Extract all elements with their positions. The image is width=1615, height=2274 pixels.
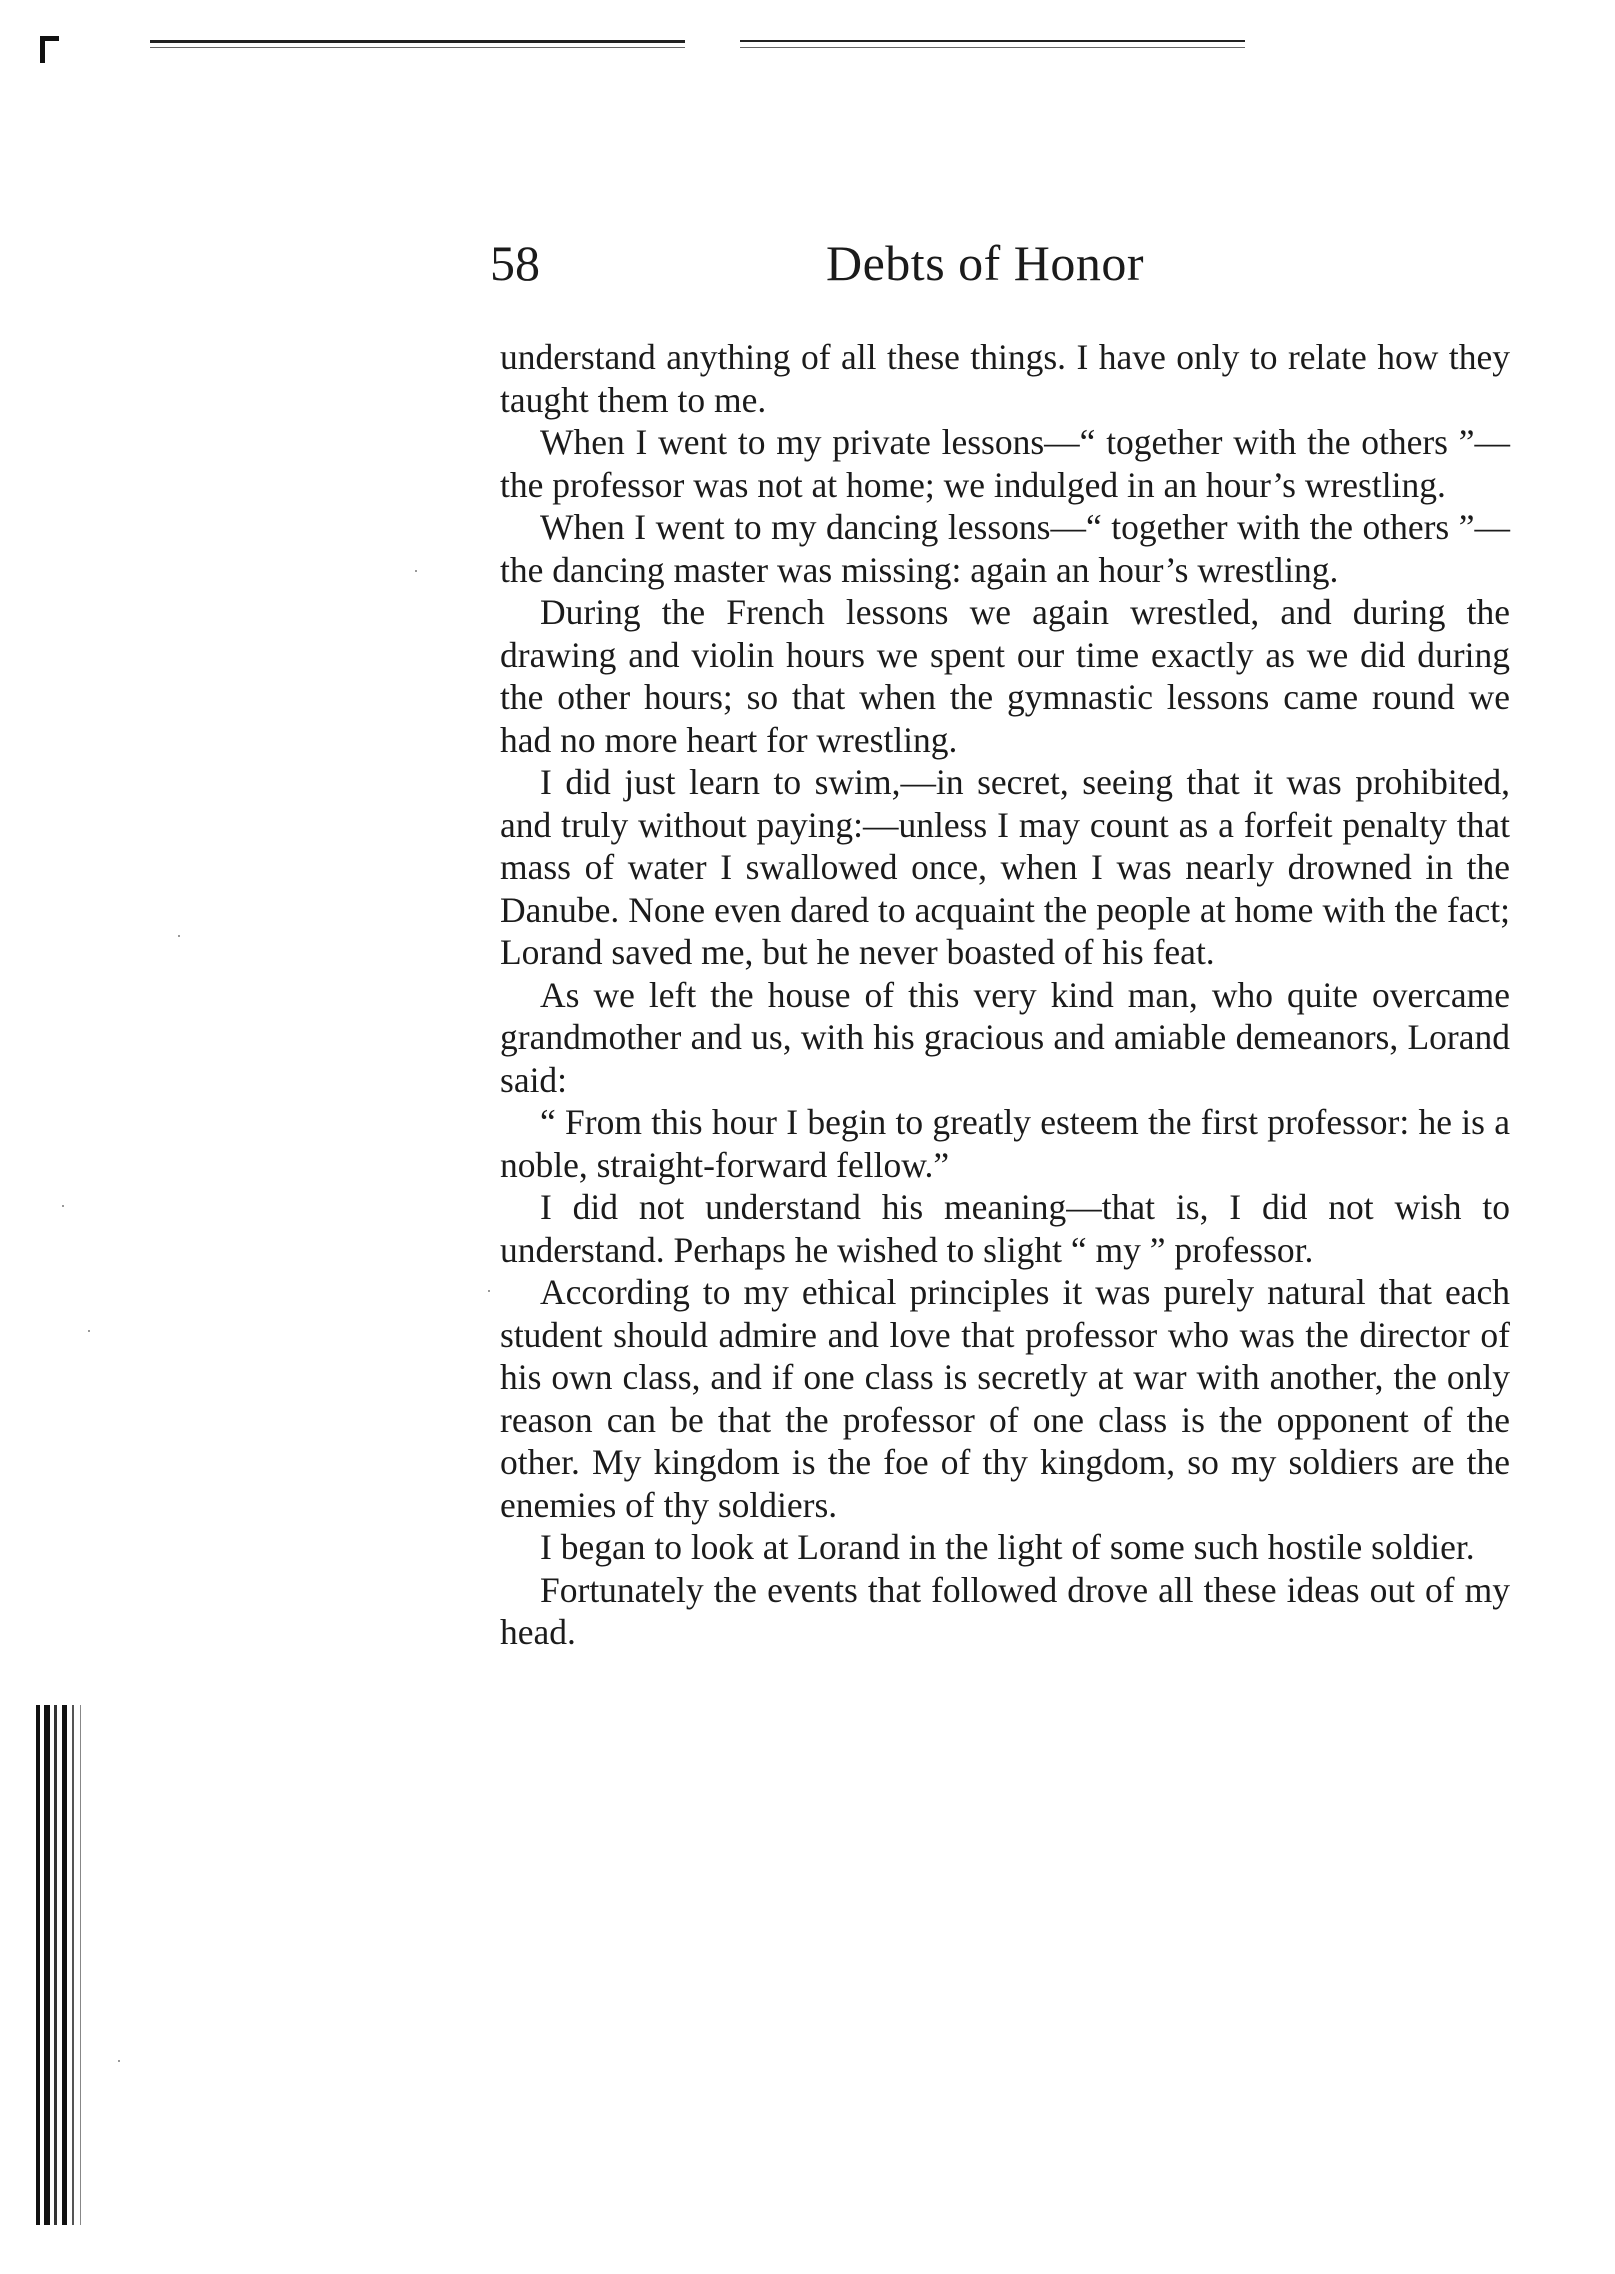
paragraph: I did not understand his meaning—that is, I did not wish to understand. Perhaps he wished to slight “ my ” professor. [500,1187,1510,1270]
page-number: 58 [490,235,540,291]
paragraph: understand anything of all these things. I have only to relate how they taught them to me. [500,337,1510,420]
scan-top-rule-thin [150,47,685,48]
scan-binding-edge [36,1705,84,2225]
page-header [490,228,1210,298]
running-title: Debts of Honor [826,235,1145,291]
paragraph: “ From this hour I begin to greatly esteem the first professor: he is a noble, straight-forward fellow.” [500,1102,1510,1185]
scan-corner-mark [40,36,59,63]
scan-top-rule [740,40,1245,42]
paragraph: I began to look at Lorand in the light of some such hostile soldier. [540,1527,1475,1567]
scan-top-rule [150,40,685,43]
body-text [500,336,1510,1654]
paragraph: As we left the house of this very kind man, who quite overcame grandmother and us, with his gracious and amiable demeanors, Lorand said: [500,974,1510,1100]
paragraph: When I went to my private lessons—“ together with the others ”—the professor was not at home; we indulged in an hour’s wrestling. [500,422,1510,505]
paragraph: Fortunately the events that followed drove all these ideas out of my head. [500,1569,1510,1652]
paragraph: According to my ethical principles it was purely natural that each student should admire and love that professor who was the director of his own class, and if one class is secretly at war with another, the only reason can be that the professor of one class is the opponent of the other. My kingdom is the foe of thy kingdom, so my soldiers are the enemies of thy soldiers. [500,1272,1510,1525]
paragraph: During the French lessons we again wrestled, and during the drawing and violin hours we spent our time exactly as we did during the other hours; so that when the gymnastic lessons came round we had no more heart for wrestling. [500,592,1510,760]
paragraph: I did just learn to swim,—in secret, seeing that it was prohibited, and truly without paying:—unless I may count as a forfeit penalty that mass of water I swallowed once, when I was nearly drowned in the Danube. None even dared to acquaint the people at home with the fact; Lorand saved me, but he never boasted of his feat. [500,762,1510,972]
scan-top-rule-thin [740,47,1245,48]
paragraph: When I went to my dancing lessons—“ together with the others ”—the dancing master was missing: again an hour’s wrestling. [500,507,1510,590]
